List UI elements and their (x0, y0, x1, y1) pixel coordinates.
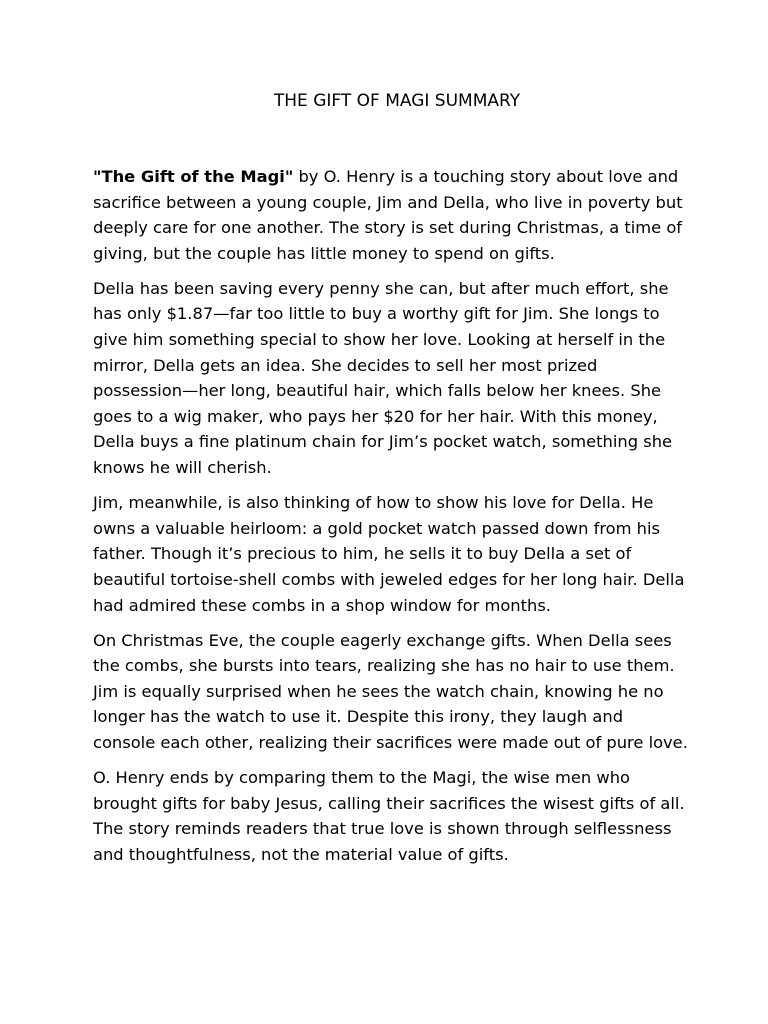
document-title: THE GIFT OF MAGI SUMMARY (273, 91, 521, 111)
story-title-bold: "The Gift of the Magi" (93, 167, 294, 186)
paragraph-christmas-eve: On Christmas Eve, the couple eagerly exchange gifts. When Della sees the combs, she bursts into tears, realizing she has no hair to use them. Jim is equally surprised when he sees the watch chain, knowing he no longer has the watch to use it. Despite this irony, they laugh and console each other, realizing their sacrifices were made out of pure love. (93, 630, 688, 752)
document-body (93, 164, 688, 877)
intro-text: by O. Henry is a touching story about love and sacrifice between a young couple, Jim and Della, who live in poverty but deeply care for one another. The story is set during Christmas, a time of giving, but the couple has little money to spend on gifts. (93, 167, 683, 263)
intro-paragraph (93, 164, 688, 266)
paragraph-jim: Jim, meanwhile, is also thinking of how to show his love for Della. He owns a valuable heirloom: a gold pocket watch passed down from his father. Though it’s precious to him, he sells it to buy Della a set of beautiful tortoise-shell combs with jeweled edges for her long hair. Della had admired these combs in a shop window for months. (93, 493, 685, 615)
paragraph-conclusion: O. Henry ends by comparing them to the Magi, the wise men who brought gifts for baby Jesus, calling their sacrifices the wisest gifts of all. The story reminds readers that true love is shown through selflessness and thoughtfulness, not the material value of gifts. (93, 768, 685, 864)
paragraph-della: Della has been saving every penny she can, but after much effort, she has only $1.87—far too little to buy a worthy gift for Jim. She longs to give him something special to show her love. Looking at herself in the mirror, Della gets an idea. She decides to sell her most prized possession—her long, beautiful hair, which falls below her knees. She goes to a wig maker, who pays her $20 for her hair. With this money, Della buys a fine platinum chain for Jim’s pocket watch, something she knows he will cherish. (93, 278, 673, 478)
